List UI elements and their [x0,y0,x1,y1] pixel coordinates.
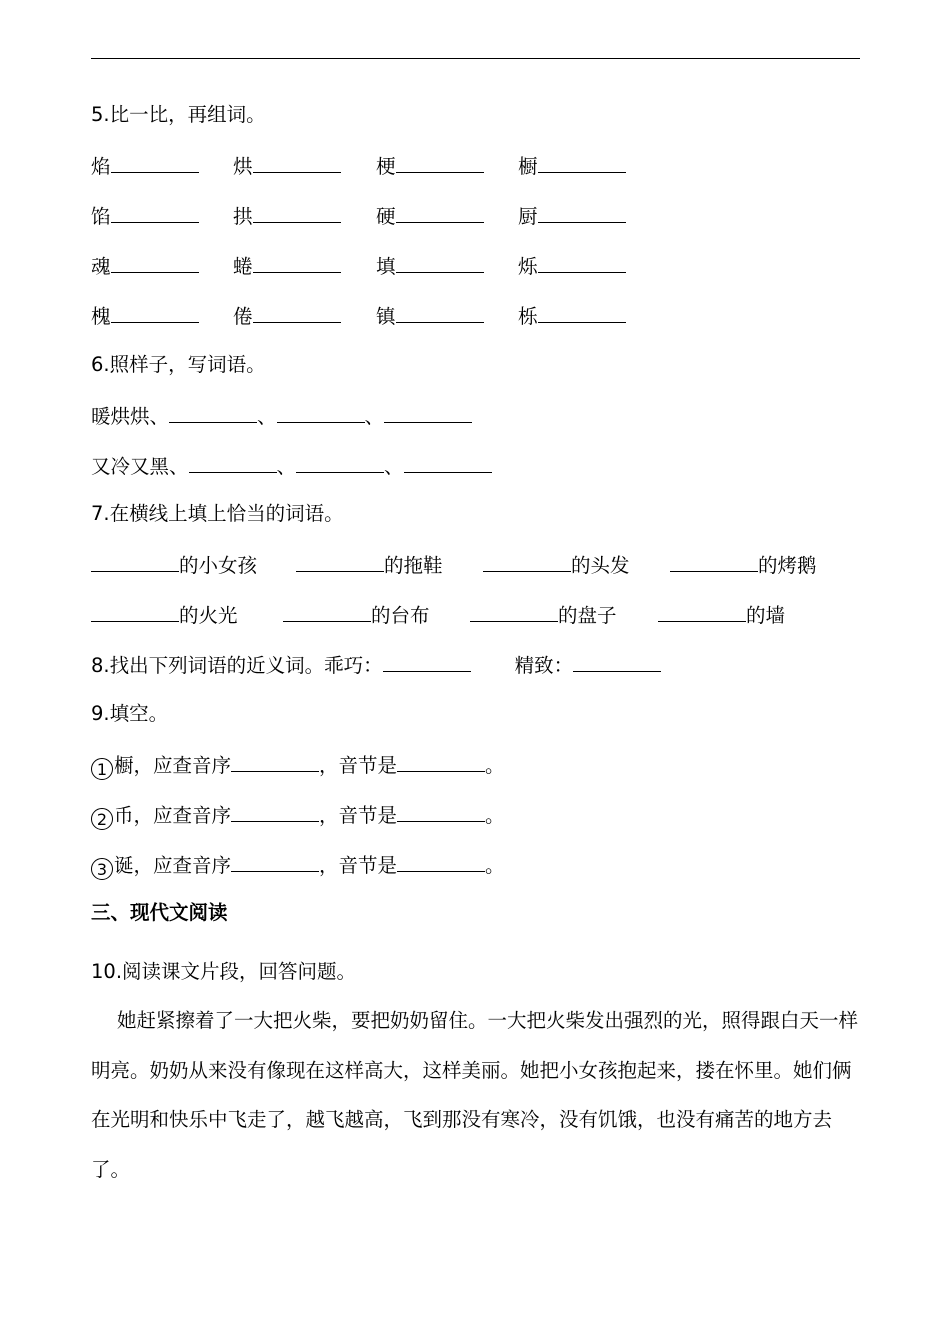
q7-item: 的火光 [91,601,238,629]
answer-blank[interactable] [384,402,472,423]
q7-item: 的小女孩 [91,551,257,579]
q6-title: 6.照样子，写词语。 [91,353,266,376]
circled-number: 1 [91,758,113,780]
q5-item: 栎 [518,302,626,330]
answer-blank[interactable] [397,801,485,822]
q5-item: 槐 [91,302,199,330]
answer-blank[interactable] [670,551,758,572]
q5-item: 硬 [376,202,484,230]
answer-blank[interactable] [111,252,199,273]
q7-item: 的烤鹅 [670,551,817,579]
answer-blank[interactable] [111,152,199,173]
q5-item: 馅 [91,202,199,230]
answer-blank[interactable] [253,302,341,323]
answer-blank[interactable] [91,551,179,572]
circled-number: 3 [91,858,113,880]
answer-blank[interactable] [169,402,257,423]
q5-item: 填 [376,252,484,280]
answer-blank[interactable] [573,651,661,672]
q9-item: 3 诞，应查音序 ，音节是 。 [91,851,505,880]
answer-blank[interactable] [296,551,384,572]
q5-item: 烁 [518,252,626,280]
answer-blank[interactable] [283,601,371,622]
answer-blank[interactable] [538,302,626,323]
answer-blank[interactable] [538,202,626,223]
q7-item: 的墙 [658,601,785,629]
q5-item: 厨 [518,202,626,230]
q9-item: 2 币，应查音序 ，音节是 。 [91,801,505,830]
answer-blank[interactable] [231,801,319,822]
answer-blank[interactable] [296,452,384,473]
q7-item: 的拖鞋 [296,551,443,579]
q6-row-2: 又冷又黑、 、 、 [91,452,492,480]
answer-blank[interactable] [397,851,485,872]
answer-blank[interactable] [396,252,484,273]
answer-blank[interactable] [383,651,471,672]
header-rule [91,58,860,59]
q7-item: 的台布 [283,601,430,629]
answer-blank[interactable] [404,452,492,473]
q10-title: 10.阅读课文片段，回答问题。 [91,960,357,983]
answer-blank[interactable] [189,452,277,473]
answer-blank[interactable] [111,202,199,223]
q5-item: 蜷 [233,252,341,280]
q5-item: 倦 [233,302,341,330]
q5-item: 橱 [518,152,626,180]
answer-blank[interactable] [483,551,571,572]
answer-blank[interactable] [396,302,484,323]
q5-item: 烘 [233,152,341,180]
q9-item: 1 橱，应查音序 ，音节是 。 [91,751,505,780]
answer-blank[interactable] [658,601,746,622]
answer-blank[interactable] [396,152,484,173]
q5-item: 魂 [91,252,199,280]
q9-title: 9.填空。 [91,702,169,725]
q5-item: 焰 [91,152,199,180]
section-heading: 三、现代文阅读 [91,901,228,924]
q6-row-1: 暖烘烘、 、 、 [91,402,472,430]
answer-blank[interactable] [91,601,179,622]
q7-item: 的头发 [483,551,630,579]
answer-blank[interactable] [231,751,319,772]
answer-blank[interactable] [253,152,341,173]
reading-passage: 她赶紧擦着了一大把火柴，要把奶奶留住。一大把火柴发出强烈的光，照得跟白天一样明亮。奶奶从来没有像现在这样高大，这样美丽。她把小女孩抱起来，搂在怀里。她们俩在光明和快乐中飞走了，越飞越高，飞到那没有寒冷，没有饥饿，也没有痛苦的地方去了。 [91,1009,859,1181]
circled-number: 2 [91,808,113,830]
answer-blank[interactable] [231,851,319,872]
q5-item: 拱 [233,202,341,230]
answer-blank[interactable] [397,751,485,772]
answer-blank[interactable] [111,302,199,323]
answer-blank[interactable] [253,252,341,273]
q7-item: 的盘子 [470,601,617,629]
q5-title: 5.比一比，再组词。 [91,103,266,126]
q8-row: 8.找出下列词语的近义词。乖巧： 精致： [91,651,661,679]
q7-title: 7.在横线上填上恰当的词语。 [91,502,344,525]
q5-item: 梗 [376,152,484,180]
answer-blank[interactable] [538,152,626,173]
answer-blank[interactable] [396,202,484,223]
answer-blank[interactable] [277,402,365,423]
answer-blank[interactable] [538,252,626,273]
q5-item: 镇 [376,302,484,330]
answer-blank[interactable] [470,601,558,622]
answer-blank[interactable] [253,202,341,223]
